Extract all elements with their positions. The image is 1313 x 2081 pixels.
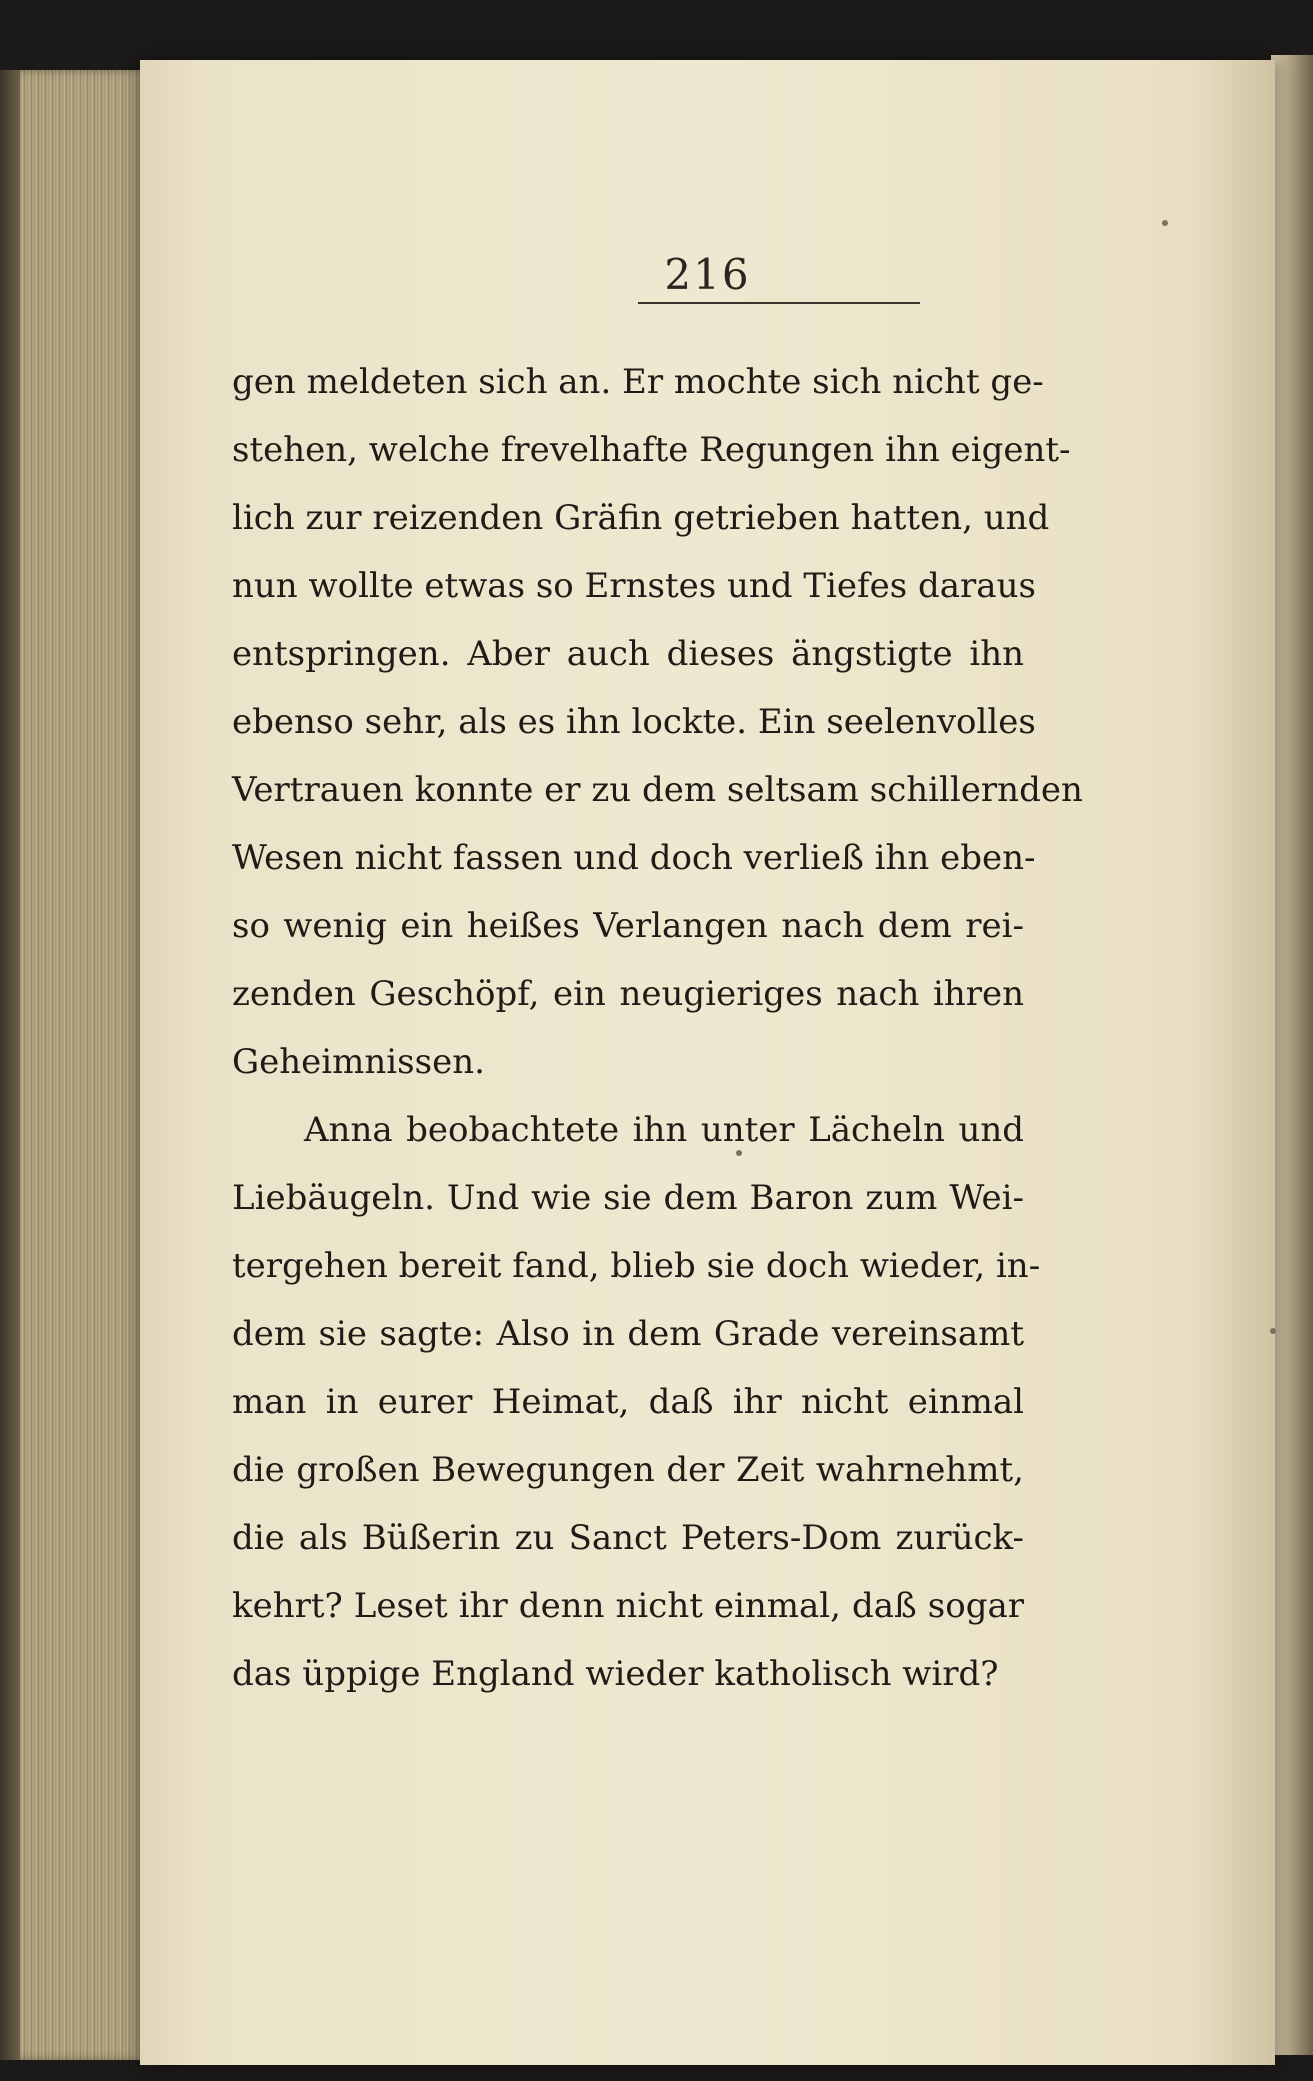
- text-line: die als Büßerin zu Sanct Peters-Dom zurück-: [232, 1518, 1024, 1558]
- text-line: tergehen bereit fand, blieb sie doch wieder, in-: [232, 1246, 1041, 1286]
- spine-edge: [1271, 55, 1313, 2055]
- text-line: lich zur reizenden Gräfin getrieben hatten, und: [232, 498, 1050, 538]
- body-text: [232, 348, 1083, 1708]
- text-line: nun wollte etwas so Ernstes und Tiefes daraus: [232, 566, 1036, 606]
- text-line: Geheimnissen.: [232, 1042, 485, 1082]
- text-line: das üppige England wieder katholisch wird?: [232, 1654, 999, 1694]
- paper-speck: [1270, 1328, 1276, 1334]
- page-number: 216: [664, 250, 751, 299]
- page-edges: [0, 70, 150, 2060]
- text-line: entspringen. Aber auch dieses ängstigte ihn: [232, 634, 1024, 674]
- text-line: Anna beobachtete ihn unter Lächeln und: [304, 1110, 1024, 1150]
- text-line: kehrt? Leset ihr denn nicht einmal, daß sogar: [232, 1586, 1024, 1626]
- text-line: ebenso sehr, als es ihn lockte. Ein seelenvolles: [232, 702, 1036, 742]
- paper-speck: [1162, 220, 1168, 226]
- text-line: Vertrauen konnte er zu dem seltsam schillernden: [232, 770, 1083, 810]
- text-line: zenden Geschöpf, ein neugieriges nach ihren: [232, 974, 1024, 1014]
- text-line: die großen Bewegungen der Zeit wahrnehmt,: [232, 1450, 1024, 1490]
- text-line: man in eurer Heimat, daß ihr nicht einmal: [232, 1382, 1024, 1422]
- text-line: so wenig ein heißes Verlangen nach dem rei-: [232, 906, 1024, 946]
- text-line: Liebäugeln. Und wie sie dem Baron zum Wei-: [232, 1178, 1024, 1218]
- text-line: stehen, welche frevelhafte Regungen ihn eigent-: [232, 430, 1071, 470]
- header-rule: [638, 302, 920, 304]
- book-cover-edge: [0, 70, 20, 2060]
- text-line: dem sie sagte: Also in dem Grade vereinsamt: [232, 1314, 1024, 1354]
- text-line: Wesen nicht fassen und doch verließ ihn eben-: [232, 838, 1036, 878]
- text-line: gen meldeten sich an. Er mochte sich nicht ge-: [232, 362, 1044, 402]
